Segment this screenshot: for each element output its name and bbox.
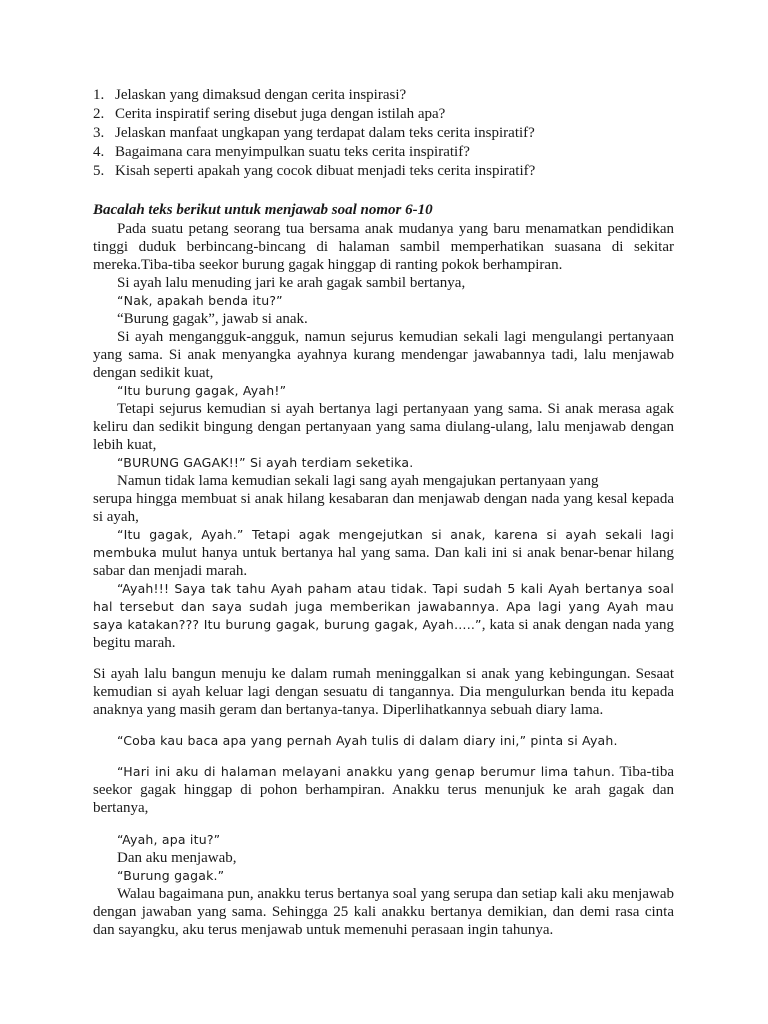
story-paragraph: Si ayah mengangguk-angguk, namun sejurus kemudian sekali lagi mengulangi pertanyaan yang sama. Si anak menyangka ayahnya kurang mendengar jawabannya tadi, lalu menjawab dengan sedikit kuat, [93,329,674,381]
question-number: 1. [93,87,105,103]
diary-quote: “Hari ini aku di halaman melayani anakku yang genap berumur lima tahun. [117,764,616,779]
dialogue-quote: “Ayah!!! Saya tak tahu Ayah paham atau tidak. Tapi sudah 5 kali Ayah bertanya soal hal tersebut dan saya sudah juga memberikan jawabannya. Apa lagi yang Ayah mau saya katakan??? Itu burung gagak, burung gagak, Ayah…..” [93,581,674,632]
story-paragraph: Si ayah lalu menuding jari ke arah gagak sambil bertanya, [117,275,466,291]
question-item [93,143,674,162]
dialogue-quote: “Itu gagak, Ayah.” Tetapi agak mengejutkan si anak, karena si ayah sekali lagi membuka [93,527,674,560]
question-item [93,124,674,143]
diary-paragraph [93,763,674,817]
dialogue-line [93,526,674,580]
story-paragraph: Pada suatu petang seorang tua bersama anak mudanya yang baru menamatkan pendidikan tinggi duduk berbincang-bincang di halaman sambil memperhatikan suasana di sekitar mereka.Tiba-tiba seekor burung gagak hinggap di ranting pokok berhampiran. [93,221,674,273]
question-item [93,105,674,124]
question-list [93,86,674,181]
dialogue-tag: , jawab si anak. [214,311,308,327]
dialogue-tag: mulut hanya untuk bertanya hal yang sama. Dan kali ini si anak benar-benar hilang sabar dan menjadi marah. [93,545,675,579]
question-number: 3. [93,125,105,141]
question-text: Bagaimana cara menyimpulkan suatu teks cerita inspiratif? [115,144,470,160]
question-number: 2. [93,106,105,122]
story-text [93,220,674,939]
dialogue-line: “Coba kau baca apa yang pernah Ayah tulis di dalam diary ini,” pinta si Ayah. [117,733,618,748]
question-text: Cerita inspiratif sering disebut juga dengan istilah apa? [115,106,446,122]
reading-instruction-heading: Bacalah teks berikut untuk menjawab soal nomor 6-10 [93,202,433,218]
story-paragraph: Namun tidak lama kemudian sekali lagi sang ayah mengajukan pertanyaan yang [117,473,599,489]
dialogue-line: “BURUNG GAGAK!!” Si ayah terdiam seketika. [117,455,414,470]
dialogue-line: “Burung gagak.” [117,868,225,883]
story-paragraph: Si ayah lalu bangun menuju ke dalam rumah meninggalkan si anak yang kebingungan. Sesaat kemudian si ayah keluar lagi dengan sesuatu di tangannya. Dia mengulurkan benda itu kepada anaknya yang masih geram dan bertanya-tanya. Diperlihatkannya sebuah diary lama. [93,666,674,718]
diary-text: Tiba-tiba seekor gagak hinggap di pohon berhampiran. Anakku terus menunjuk ke arah gagak dan bertanya, [93,764,674,816]
story-paragraph: Walau bagaimana pun, anakku terus bertanya soal yang serupa dan setiap kali aku menjawab dengan jawaban yang sama. Sehingga 25 kali anakku bertanya demikian, dan demi rasa cinta dan sayangku, aku terus menjawab untuk memenuhi perasaan ingin tahunya. [93,886,674,938]
question-number: 5. [93,163,105,179]
story-paragraph: Tetapi sejurus kemudian si ayah bertanya lagi pertanyaan yang sama. Si anak merasa agak keliru dan sedikit bingung dengan pertanyaan yang sama diulang-ulang, lalu menjawab dengan lebih kuat, [93,401,674,453]
document-page [93,86,674,939]
question-text: Jelaskan manfaat ungkapan yang terdapat dalam teks cerita inspiratif? [115,125,535,141]
dialogue-line [93,580,674,652]
story-paragraph: Dan aku menjawab, [117,850,237,866]
dialogue-line: “Itu burung gagak, Ayah!” [117,383,287,398]
dialogue-line: “Ayah, apa itu?” [117,832,221,847]
dialogue-line [93,310,674,328]
question-text: Kisah seperti apakah yang cocok dibuat menjadi teks cerita inspiratif? [115,163,536,179]
question-number: 4. [93,144,105,160]
question-item [93,162,674,181]
dialogue-line: “Nak, apakah benda itu?” [117,293,283,308]
dialogue-quote: “Burung gagak” [117,311,215,327]
question-text: Jelaskan yang dimaksud dengan cerita inspirasi? [115,87,407,103]
dialogue-tag: , kata si anak dengan nada yang begitu marah. [93,617,674,651]
story-paragraph: serupa hingga membuat si anak hilang kesabaran dan menjawab dengan nada yang kesal kepada si ayah, [93,491,674,525]
question-item [93,86,674,105]
